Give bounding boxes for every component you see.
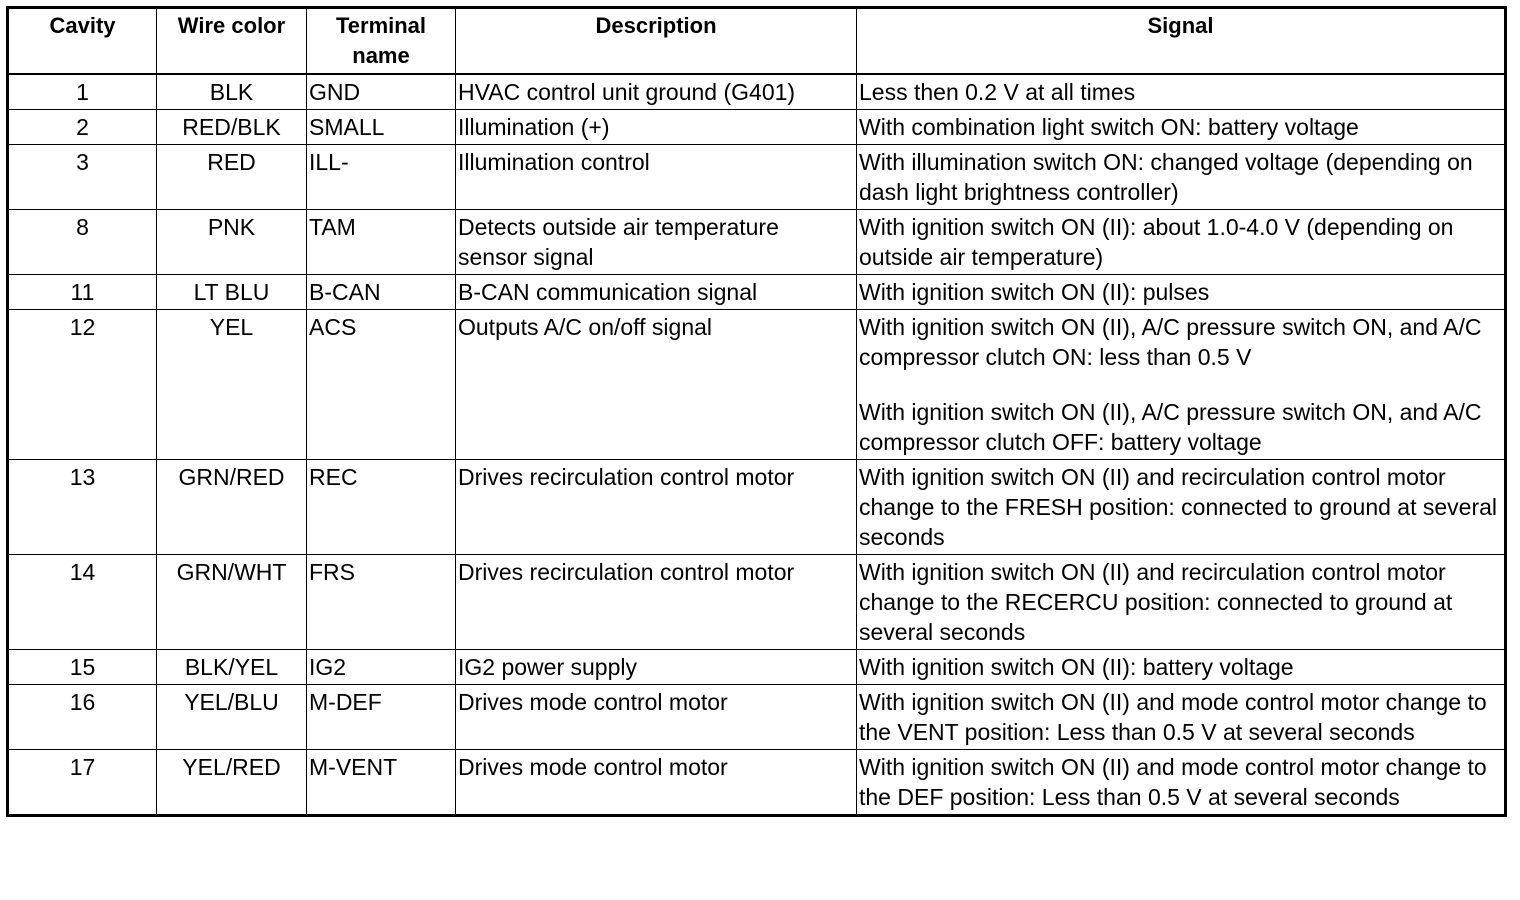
signal-text: Less then 0.2 V at all times	[859, 79, 1136, 105]
cell-signal	[857, 210, 1506, 275]
cell-description: Outputs A/C on/off signal	[456, 310, 857, 460]
cell-wire-color: GRN/RED	[157, 460, 307, 555]
signal-text: With ignition switch ON (II): about 1.0-4.0 V (depending on outside air temperature)	[859, 214, 1454, 270]
cell-terminal-name: REC	[307, 460, 456, 555]
cell-description: Illumination (+)	[456, 110, 857, 145]
cell-terminal-name: SMALL	[307, 110, 456, 145]
cell-wire-color: BLK/YEL	[157, 650, 307, 685]
cell-wire-color: YEL	[157, 310, 307, 460]
signal-text: With ignition switch ON (II), A/C pressure switch ON, and A/C compressor clutch OFF: battery voltage	[859, 399, 1482, 455]
cell-terminal-name: FRS	[307, 555, 456, 650]
cell-description: IG2 power supply	[456, 650, 857, 685]
cell-signal	[857, 750, 1506, 816]
signal-text: With ignition switch ON (II) and mode control motor change to the VENT position: Less than 0.5 V at several seconds	[859, 689, 1487, 745]
cell-cavity: 8	[8, 210, 157, 275]
cell-terminal-name: M-VENT	[307, 750, 456, 816]
cell-terminal-name: ACS	[307, 310, 456, 460]
header-description: Description	[456, 8, 857, 75]
cell-terminal-name: IG2	[307, 650, 456, 685]
table-row	[8, 110, 1506, 145]
cell-cavity: 13	[8, 460, 157, 555]
cell-cavity: 17	[8, 750, 157, 816]
cell-description: Illumination control	[456, 145, 857, 210]
cell-cavity: 11	[8, 275, 157, 310]
signal-text: With ignition switch ON (II): battery voltage	[859, 654, 1294, 680]
table-row	[8, 650, 1506, 685]
table-row	[8, 310, 1506, 460]
header-terminal-name: Terminal name	[307, 8, 456, 75]
cell-signal	[857, 310, 1506, 460]
signal-text: With combination light switch ON: battery voltage	[859, 114, 1359, 140]
cell-signal	[857, 110, 1506, 145]
table-row	[8, 210, 1506, 275]
header-signal: Signal	[857, 8, 1506, 75]
cell-terminal-name: B-CAN	[307, 275, 456, 310]
cell-terminal-name: M-DEF	[307, 685, 456, 750]
cell-terminal-name: TAM	[307, 210, 456, 275]
signal-text: With ignition switch ON (II): pulses	[859, 279, 1210, 305]
table-row	[8, 555, 1506, 650]
table-row	[8, 74, 1506, 110]
cell-wire-color: PNK	[157, 210, 307, 275]
cell-signal	[857, 145, 1506, 210]
cell-signal	[857, 74, 1506, 110]
table-row	[8, 145, 1506, 210]
cell-cavity: 15	[8, 650, 157, 685]
cell-signal	[857, 460, 1506, 555]
cell-description: Drives recirculation control motor	[456, 460, 857, 555]
cell-terminal-name: GND	[307, 74, 456, 110]
cell-description: Drives recirculation control motor	[456, 555, 857, 650]
cell-description: Drives mode control motor	[456, 750, 857, 816]
cell-wire-color: YEL/RED	[157, 750, 307, 816]
cell-description: B-CAN communication signal	[456, 275, 857, 310]
cell-cavity: 14	[8, 555, 157, 650]
cell-wire-color: YEL/BLU	[157, 685, 307, 750]
cell-wire-color: GRN/WHT	[157, 555, 307, 650]
signal-text: With ignition switch ON (II), A/C pressure switch ON, and A/C compressor clutch ON: less than 0.5 V	[859, 314, 1482, 370]
table-row	[8, 275, 1506, 310]
cell-wire-color: LT BLU	[157, 275, 307, 310]
signal-spacer	[859, 372, 1502, 397]
cell-description: Drives mode control motor	[456, 685, 857, 750]
table-header	[8, 8, 1506, 75]
table-body	[8, 74, 1506, 816]
signal-text: With ignition switch ON (II) and mode control motor change to the DEF position: Less than 0.5 V at several seconds	[859, 754, 1487, 810]
signal-text: With ignition switch ON (II) and recirculation control motor change to the RECERCU position: connected to ground at several seconds	[859, 559, 1453, 645]
cell-signal	[857, 275, 1506, 310]
cell-cavity: 3	[8, 145, 157, 210]
cell-cavity: 12	[8, 310, 157, 460]
table-row	[8, 750, 1506, 816]
signal-text: With ignition switch ON (II) and recirculation control motor change to the FRESH position: connected to ground at several seconds	[859, 464, 1498, 550]
cell-description: Detects outside air temperature sensor signal	[456, 210, 857, 275]
header-cavity: Cavity	[8, 8, 157, 75]
header-wire-color: Wire color	[157, 8, 307, 75]
cell-terminal-name: ILL-	[307, 145, 456, 210]
cell-cavity: 1	[8, 74, 157, 110]
cell-cavity: 2	[8, 110, 157, 145]
cell-wire-color: RED	[157, 145, 307, 210]
cell-wire-color: BLK	[157, 74, 307, 110]
cell-signal	[857, 650, 1506, 685]
table-row	[8, 685, 1506, 750]
header-row	[8, 8, 1506, 75]
connector-pinout-table	[6, 6, 1507, 817]
table-row	[8, 460, 1506, 555]
signal-text: With illumination switch ON: changed voltage (depending on dash light brightness controller)	[859, 149, 1473, 205]
cell-signal	[857, 555, 1506, 650]
cell-cavity: 16	[8, 685, 157, 750]
cell-wire-color: RED/BLK	[157, 110, 307, 145]
cell-description: HVAC control unit ground (G401)	[456, 74, 857, 110]
cell-signal	[857, 685, 1506, 750]
